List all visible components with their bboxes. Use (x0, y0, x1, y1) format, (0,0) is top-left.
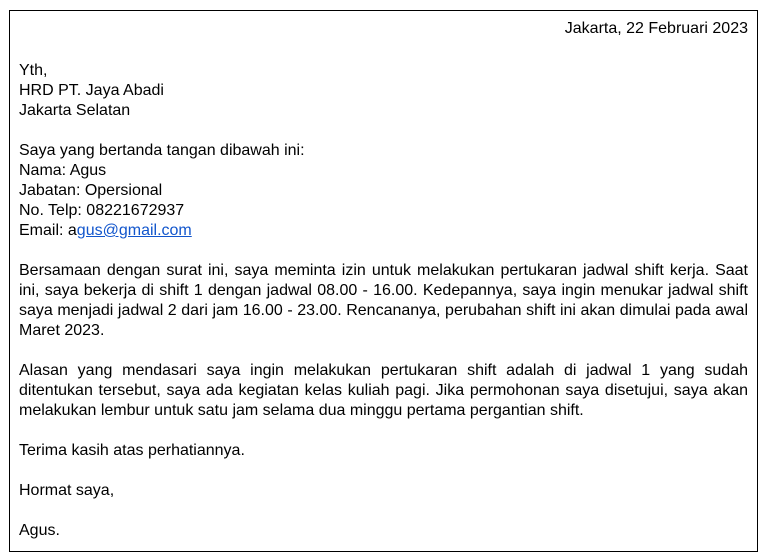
spacer (19, 501, 748, 521)
letter-page (9, 10, 758, 552)
signature-name: Agus. (19, 522, 60, 539)
spacer (19, 421, 748, 441)
spacer (19, 121, 748, 141)
email-link[interactable]: gus@gmail.com (76, 222, 192, 239)
recipient-company: HRD PT. Jaya Abadi (19, 82, 164, 99)
thanks-text: Terima kasih atas perhatiannya. (19, 442, 245, 459)
recipient-salutation: Yth, (19, 62, 48, 79)
spacer (19, 461, 748, 481)
identity-name: Nama: Agus (19, 162, 107, 179)
identity-position: Jabatan: Opersional (19, 182, 163, 199)
email-label: Email: a (19, 222, 77, 239)
letter-date: Jakarta, 22 Februari 2023 (564, 20, 748, 37)
intro-text: Saya yang bertanda tangan dibawah ini: (19, 142, 305, 159)
identity-phone: No. Telp: 08221672937 (19, 202, 185, 219)
spacer (19, 341, 748, 361)
closing-text: Hormat saya, (19, 482, 115, 499)
recipient-block (19, 61, 748, 121)
paragraph-request: Bersamaan dengan surat ini, saya meminta izin untuk melakukan pertukaran jadwal shift kerja. Saat ini, saya bekerja di shift 1 dengan jadwal 08.00 - 16.00. Kedepannya, saya ingin menukar jadwal shift saya menjadi jadwal 2 dari jam 16.00 - 23.00. Rencananya, perubahan shift ini akan dimulai pada awal Maret 2023. (19, 262, 748, 339)
identity-email (19, 221, 748, 241)
letter-content (19, 19, 748, 541)
paragraph-reason: Alasan yang mendasari saya ingin melakukan pertukaran shift adalah di jadwal 1 yang sudah ditentukan tersebut, saya ada kegiatan kelas kuliah pagi. Jika permohonan saya disetujui, saya akan melakukan lembur untuk satu jam selama dua minggu pertama pergantian shift. (19, 362, 748, 419)
spacer (19, 39, 748, 61)
identity-block (19, 141, 748, 241)
spacer (19, 241, 748, 261)
recipient-location: Jakarta Selatan (19, 102, 131, 119)
